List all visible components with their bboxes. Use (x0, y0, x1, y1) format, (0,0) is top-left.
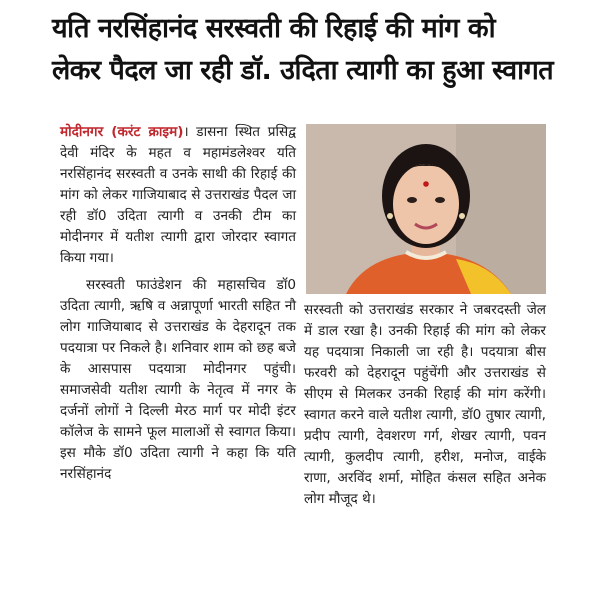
article-column-left (60, 122, 296, 485)
article-paragraph-1 (60, 122, 296, 269)
article-column-right (304, 300, 546, 510)
headline-line-1: यति नरसिंहानंद सरस्वती की रिहाई की मांग को (52, 13, 496, 44)
article-paragraph-2: सरस्वती फाउंडेशन की महासचिव डॉ0 उदिता त्यागी, ऋषि व अन्नापूर्णा भारती सहित नौ लोग गाजियाबाद से उत्तराखंड के देहरादून तक पदयात्रा पर निकले है। शनिवार शाम को छह बजे के आसपास पदयात्रा मोदीनगर पहुंची। समाजसेवी यतीश त्यागी के नेतृत्व में नगर के दर्जनों लोगों ने दिल्ली मेरठ मार्ग पर मोदी इंटर कॉलेज के सामने फूल मालाओं से स्वागत किया। इस मौके डॉ0 उदिता त्यागी ने कहा कि यति नरसिंहानंद (60, 277, 296, 482)
dateline: मोदीनगर (करंट क्राइम) (60, 124, 184, 140)
headline (52, 8, 592, 92)
portrait-photo (306, 124, 546, 294)
portrait-illustration (306, 124, 546, 294)
paragraph-1-text: । डासना स्थित प्रसिद्व देवी मंदिर के महत व महामंडलेश्वर यति नरसिंहानंद सरस्वती व उनके साथी की रिहाई की मांग को लेकर गाजियाबाद से उत्तराखंड पैदल जा रही डॉ0 उदिता त्यागी व उनकी टीम का मोदीनगर में यतीश त्यागी द्वारा जोरदार स्वागत किया गया। (60, 124, 296, 266)
article-paragraph-3: सरस्वती को उत्तराखंड सरकार ने जबरदस्ती जेल में डाल रखा है। उनकी रिहाई की मांग को लेकर यह पदयात्रा निकाली जा रही है। पदयात्रा बीस फरवरी को देहरादून पहुंचेंगी और उत्तराखंड से सीएम से मिलकर उनकी रिहाई की मांग करेंगी। स्वागत करने वाले यतीश त्यागी, डॉ0 तुषार त्यागी, प्रदीप त्यागी, देवशरण गर्ग, शेखर त्यागी, पवन त्यागी, कुलदीप त्यागी, हरीश, मनोज, वाईके राणा, अरविंद शर्मा, मोहित कंसल सहित अनेक लोग मौजूद थे। (304, 302, 546, 507)
headline-line-2: लेकर पैदल जा रही डॉ. उदिता त्यागी का हुआ स्वागत (52, 55, 554, 86)
